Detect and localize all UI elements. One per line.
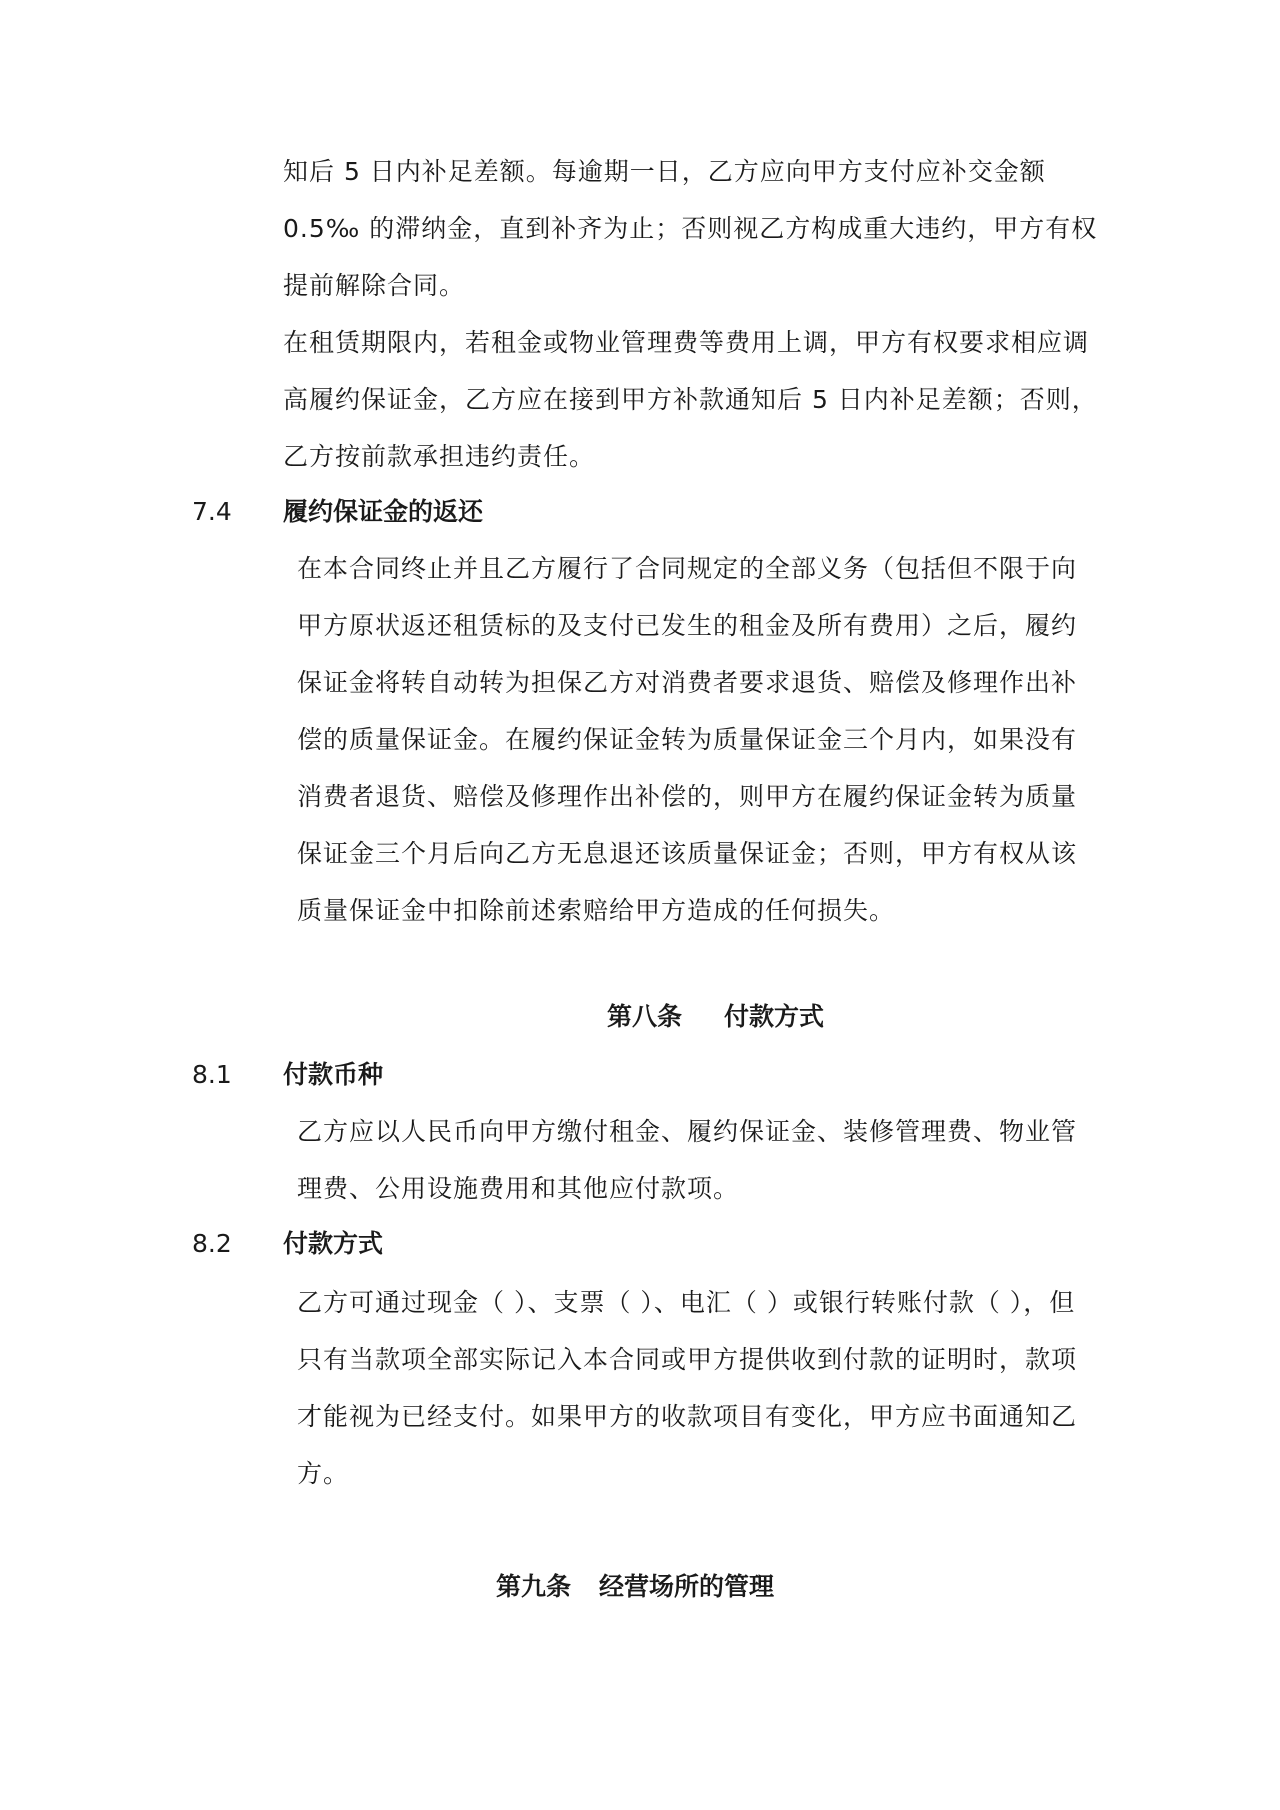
paragraph-line: 乙方应以人民币向甲方缴付租金、履约保证金、装修管理费、物业管 (297, 1117, 1078, 1146)
article-heading (496, 1572, 774, 1602)
paragraph-line: 偿的质量保证金。在履约保证金转为质量保证金三个月内，如果没有 (297, 725, 1078, 754)
section-number: 7.4 (192, 497, 232, 526)
paragraph-line: 理费、公用设施费用和其他应付款项。 (297, 1174, 740, 1203)
section-number: 8.2 (192, 1229, 232, 1258)
section-number: 8.1 (192, 1060, 232, 1089)
paragraph-line: 高履约保证金，乙方应在接到甲方补款通知后 5 日内补足差额；否则， (283, 385, 1098, 414)
paragraph-line: 才能视为已经支付。如果甲方的收款项目有变化，甲方应书面通知乙 (297, 1402, 1078, 1431)
article-heading (607, 1002, 824, 1032)
paragraph-line: 保证金三个月后向乙方无息退还该质量保证金；否则，甲方有权从该 (297, 839, 1078, 868)
article-label: 第八条 (607, 1002, 683, 1031)
paragraph-line: 在租赁期限内，若租金或物业管理费等费用上调，甲方有权要求相应调 (283, 328, 1090, 357)
paragraph-line: 只有当款项全部实际记入本合同或甲方提供收到付款的证明时，款项 (297, 1345, 1078, 1374)
paragraph-line: 保证金将转自动转为担保乙方对消费者要求退货、赔偿及修理作出补 (297, 668, 1078, 697)
paragraph-line: 在本合同终止并且乙方履行了合同规定的全部义务（包括但不限于向 (297, 554, 1078, 583)
section-title: 履约保证金的返还 (283, 497, 484, 526)
paragraph-line: 消费者退货、赔偿及修理作出补偿的，则甲方在履约保证金转为质量 (297, 782, 1078, 811)
paragraph-line: 质量保证金中扣除前述索赔给甲方造成的任何损失。 (297, 896, 896, 925)
paragraph-line: 0.5‰ 的滞纳金，直到补齐为止；否则视乙方构成重大违约，甲方有权 (283, 214, 1098, 243)
article-title: 经营场所的管理 (599, 1572, 775, 1601)
paragraph-line: 知后 5 日内补足差额。每逾期一日，乙方应向甲方支付应补交金额 (283, 157, 1046, 186)
section-title: 付款方式 (283, 1229, 384, 1258)
article-label: 第九条 (496, 1572, 572, 1601)
section-title: 付款币种 (283, 1060, 384, 1089)
paragraph-line: 乙方按前款承担违约责任。 (283, 442, 596, 471)
paragraph-line: 乙方可通过现金（ ）、支票（ ）、电汇（ ）或银行转账付款（ ），但 (297, 1288, 1076, 1317)
paragraph-line: 甲方原状返还租赁标的及支付已发生的租金及所有费用）之后，履约 (297, 611, 1078, 640)
article-title: 付款方式 (724, 1002, 825, 1031)
paragraph-line: 方。 (297, 1459, 350, 1488)
paragraph-line: 提前解除合同。 (283, 271, 466, 300)
